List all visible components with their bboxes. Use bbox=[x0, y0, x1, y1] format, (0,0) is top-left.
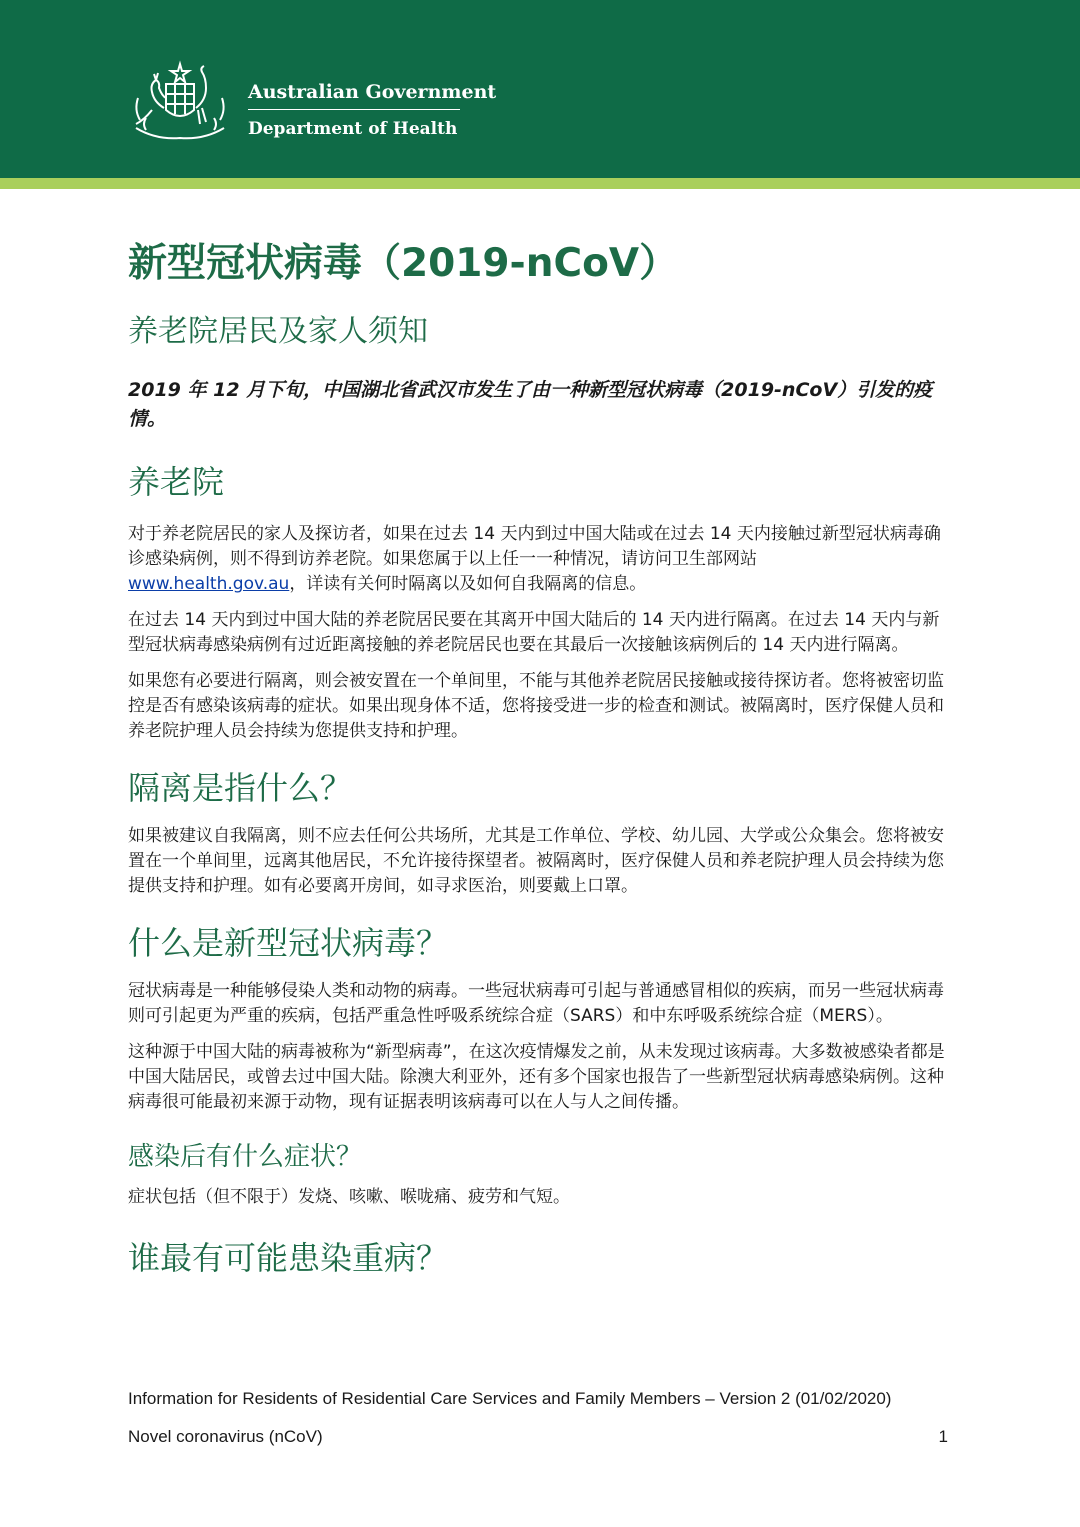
section-heading-isolation: 隔离是指什么？ bbox=[128, 769, 353, 807]
government-name-block bbox=[248, 80, 497, 140]
section-heading-high-risk: 谁最有可能患染重病？ bbox=[128, 1239, 449, 1277]
department-name: Department of Health bbox=[248, 119, 458, 139]
page-subtitle: 养老院居民及家人须知 bbox=[128, 314, 428, 349]
footer-row bbox=[128, 1425, 948, 1449]
section-paragraph: 如果被建议自我隔离，则不应去任何公共场所，尤其是工作单位、学校、幼儿园、大学或公众集会。您将被安置在一个单间里，远离其他居民，不允许接待探望者。被隔离时，医疗保健人员和养老院护理人员会持续为您提供支持和护理。如有必要离开房间，如寻求医治，则要戴上口罩。 bbox=[128, 826, 944, 896]
header-accent-stripe bbox=[0, 178, 1080, 189]
coat-of-arms-logo bbox=[126, 58, 234, 144]
section-paragraph: 在过去 14 天内到过中国大陆的养老院居民要在其离开中国大陆后的 14 天内进行隔离。在过去 14 天内与新型冠状病毒感染病例有过近距离接触的养老院居民也要在其最后一次接触该病例后的 14 天内进行隔离。 bbox=[128, 610, 940, 655]
paragraph-text: ，详读有关何时隔离以及如何自我隔离的信息。 bbox=[289, 574, 647, 594]
section-paragraph: 症状包括（但不限于）发烧、咳嗽、喉咙痛、疲劳和气短。 bbox=[128, 1187, 570, 1207]
page-number: 1 bbox=[938, 1427, 948, 1446]
section-paragraph: 这种源于中国大陆的病毒被称为“新型病毒”，在这次疫情爆发之前，从未发现过该病毒。大多数被感染者都是中国大陆居民，或曾去过中国大陆。除澳大利亚外，还有多个国家也报告了一些新型冠状病毒感染病例。这种病毒很可能最初来源于动物，现有证据表明该病毒可以在人与人之间传播。 bbox=[128, 1042, 945, 1112]
org-name: Australian Government bbox=[248, 81, 497, 103]
section-heading-what-is-ncov: 什么是新型冠状病毒？ bbox=[128, 924, 449, 962]
paragraph-text: 对于养老院居民的家人及探访者，如果在过去 14 天内到过中国大陆或在过去 14 天内接触过新型冠状病毒确诊感染病例，则不得到访养老院。如果您属于以上任一一种情况，请访问卫生部网站 bbox=[128, 524, 941, 569]
section-paragraph: 如果您有必要进行隔离，则会被安置在一个单间里，不能与其他养老院居民接触或接待探访者。您将被密切监控是否有感染该病毒的症状。如果出现身体不适，您将接受进一步的检查和测试。被隔离时，医疗保健人员和养老院护理人员会持续为您提供支持和护理。 bbox=[128, 671, 944, 741]
intro-paragraph: 2019 年 12 月下旬，中国湖北省武汉市发生了由一种新型冠状病毒（2019-nCoV）引发的疫情。 bbox=[128, 379, 933, 430]
section-heading-symptoms: 感染后有什么症状？ bbox=[128, 1142, 363, 1172]
header-divider bbox=[248, 109, 460, 110]
document-body bbox=[128, 236, 954, 1282]
section-heading-nursing-home: 养老院 bbox=[128, 463, 225, 501]
page-title: 新型冠状病毒（2019-nCoV） bbox=[128, 241, 679, 286]
section-paragraph bbox=[128, 522, 954, 597]
footer-doc-name: Novel coronavirus (nCoV) bbox=[128, 1427, 323, 1446]
header-band bbox=[0, 0, 1080, 178]
section-paragraph: 冠状病毒是一种能够侵染人类和动物的病毒。一些冠状病毒可引起与普通感冒相似的疾病，而另一些冠状病毒则可引起更为严重的疾病，包括严重急性呼吸系统综合症（SARS）和中东呼吸系统综合症（MERS）。 bbox=[128, 981, 944, 1026]
footer-document-info: Information for Residents of Residential Care Services and Family Members – Version 2 (01/02/2020) bbox=[128, 1389, 892, 1408]
health-website-link[interactable]: www.health.gov.au bbox=[128, 574, 290, 594]
